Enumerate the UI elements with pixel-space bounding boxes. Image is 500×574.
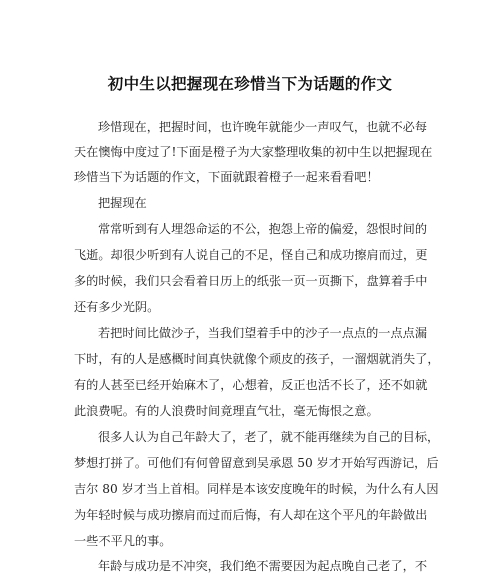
paragraph-line: 多的时候，我们只会看着日历上的纸张一页一页撕下，盘算着手中: [74, 274, 428, 288]
paragraph-line: 吉尔 80 岁才当上首相。同样是本该安度晚年的时候，为什么有人因: [74, 482, 439, 496]
paragraph-line: 还有多少光阴。: [74, 300, 160, 314]
paragraph-line: 为年轻时候与成功擦肩而过而后悔，有人却在这个平凡的年龄做出: [74, 508, 428, 522]
paragraph-line: 若把时间比做沙子，当我们望着手中的沙子一点点的一点点漏: [98, 326, 428, 340]
paragraph-line: 有的人甚至已经开始麻木了，心想着，反正也活不长了，还不如就: [74, 378, 428, 392]
paragraph-line: 常常听到有人埋怨命运的不公，抱怨上帝的偏爱，怨恨时间的: [98, 222, 428, 236]
paragraph-line: 珍惜现在，把握时间，也许晚年就能少一声叹气，也就不必每: [98, 120, 428, 134]
paragraph-line: 很多人认为自己年龄大了，老了，就不能再继续为自己的目标，: [98, 430, 440, 444]
section-heading: 把握现在: [98, 196, 147, 210]
paragraph-line: 珍惜当下为话题的作文，下面就跟着橙子一起来看看吧！: [74, 170, 379, 184]
paragraph-line: 年龄与成功是不冲突，我们绝不需要因为起点晚自己老了，不: [98, 559, 428, 573]
document-title: 初中生以把握现在珍惜当下为话题的作文: [107, 74, 393, 93]
paragraph-line: 此浪费呢。有的人浪费时间竟理直气壮，毫无悔恨之意。: [74, 404, 379, 418]
paragraph-line: 一些不平凡的事。: [74, 534, 172, 548]
paragraph-line: 飞逝。却很少听到有人说自己的不足，怪自己和成功擦肩而过，更: [74, 248, 428, 262]
paragraph-line: 梦想打拼了。可他们有何曾留意到吴承恩 50 岁才开始写西游记，后: [74, 456, 439, 470]
paragraph-line: 下时，有的人是感概时间真快就像个顽皮的孩子，一溜烟就消失了，: [74, 352, 440, 366]
paragraph-line: 天在懊悔中度过了!下面是橙子为大家整理收集的初中生以把握现在: [74, 145, 433, 159]
